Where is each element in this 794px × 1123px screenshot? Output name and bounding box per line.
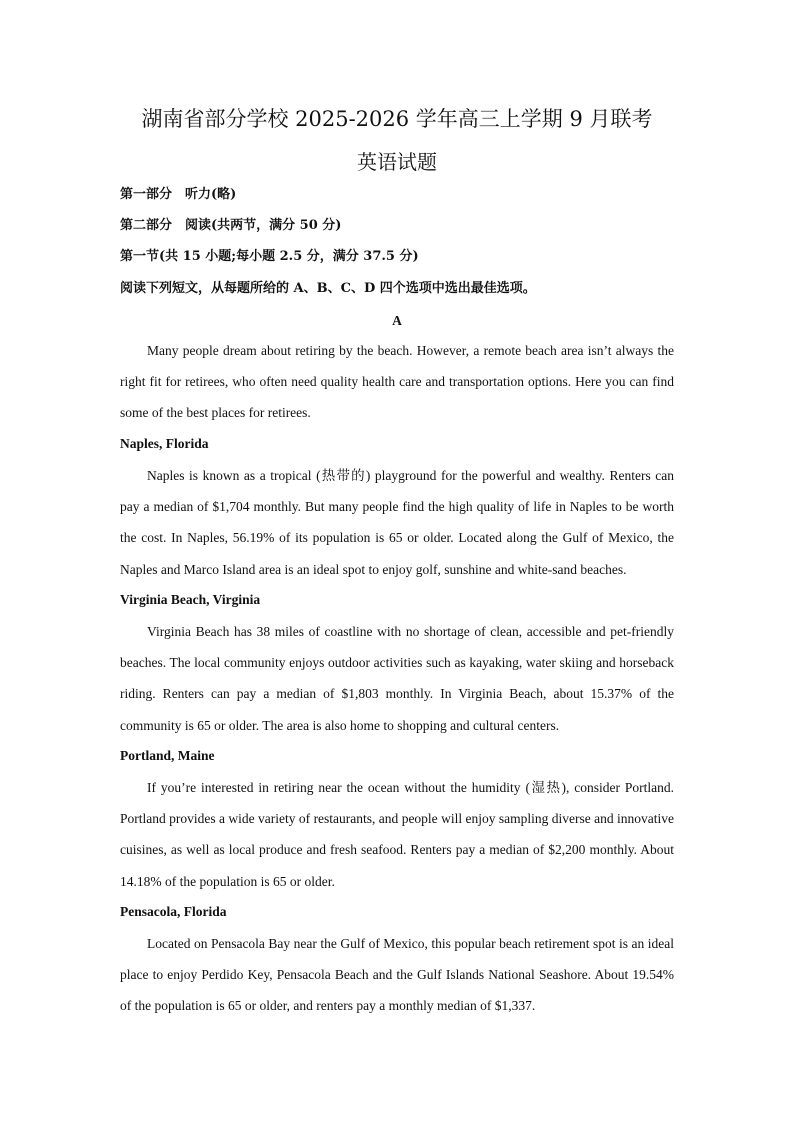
place-text-pensacola: Located on Pensacola Bay near the Gulf of Mexico, this popular beach retirement spot is an ideal place to enjoy Perdido Key, Pensacola Beach and the Gulf Islands National Seashore. About 19.54% of the population is 65 or older, and renters pay a monthly median of $1,337.: [120, 936, 674, 1014]
exam-title: 湖南省部分学校 2025-2026 学年高三上学期 9 月联考: [141, 107, 653, 131]
place-text-virginia-beach: Virginia Beach has 38 miles of coastline with no shortage of clean, accessible and pet-friendly beaches. The local community enjoys outdoor activities such as kayaking, water skiing and horseback riding. Renters can pay a median of $1,803 monthly. In Virginia Beach, about 15.37% of the community is 65 or older. The area is also home to shopping and cultural centers.: [120, 624, 674, 733]
passage-letter: A: [392, 313, 402, 328]
place-heading-pensacola: Pensacola, Florida: [120, 904, 227, 919]
instruction-text: 阅读下列短文，从每题所给的 A、B、C、D 四个选项中选出最佳选项。: [120, 281, 536, 296]
place-heading-virginia-beach: Virginia Beach, Virginia: [120, 592, 261, 607]
place-heading-naples: Naples, Florida: [120, 436, 209, 451]
place-heading-portland: Portland, Maine: [120, 748, 215, 763]
place-text-naples: Naples is known as a tropical (热带的) playground for the powerful and wealthy. Renters can pay a median of $1,704 monthly. But many people find the high quality of life in Naples to be worth the cost. In Naples, 56.19% of its population is 65 or older. Located along the Gulf of Mexico, the Naples and Marco Island area is an ideal spot to enjoy golf, sunshine and white-sand beaches.: [120, 468, 674, 577]
exam-subtitle: 英语试题: [357, 150, 437, 174]
part-one-label: 第一部分 听力(略): [120, 187, 237, 202]
section-one-label: 第一节(共 15 小题;每小题 2.5 分，满分 37.5 分): [120, 249, 419, 264]
place-text-portland: If you’re interested in retiring near the ocean without the humidity (湿热), consider Portland. Portland provides a wide variety of restaurants, and people will enjoy sampling diverse and innovative cuisines, as well as local produce and fresh seafood. Renters pay a median of $2,200 monthly. About 14.18% of the population is 65 or older.: [120, 780, 674, 889]
part-two-label: 第二部分 阅读(共两节，满分 50 分): [120, 218, 342, 233]
intro-paragraph: Many people dream about retiring by the beach. However, a remote beach area isn’t always the right fit for retirees, who often need quality health care and transportation options. Here you can find some of the best places for retirees.: [120, 343, 674, 421]
